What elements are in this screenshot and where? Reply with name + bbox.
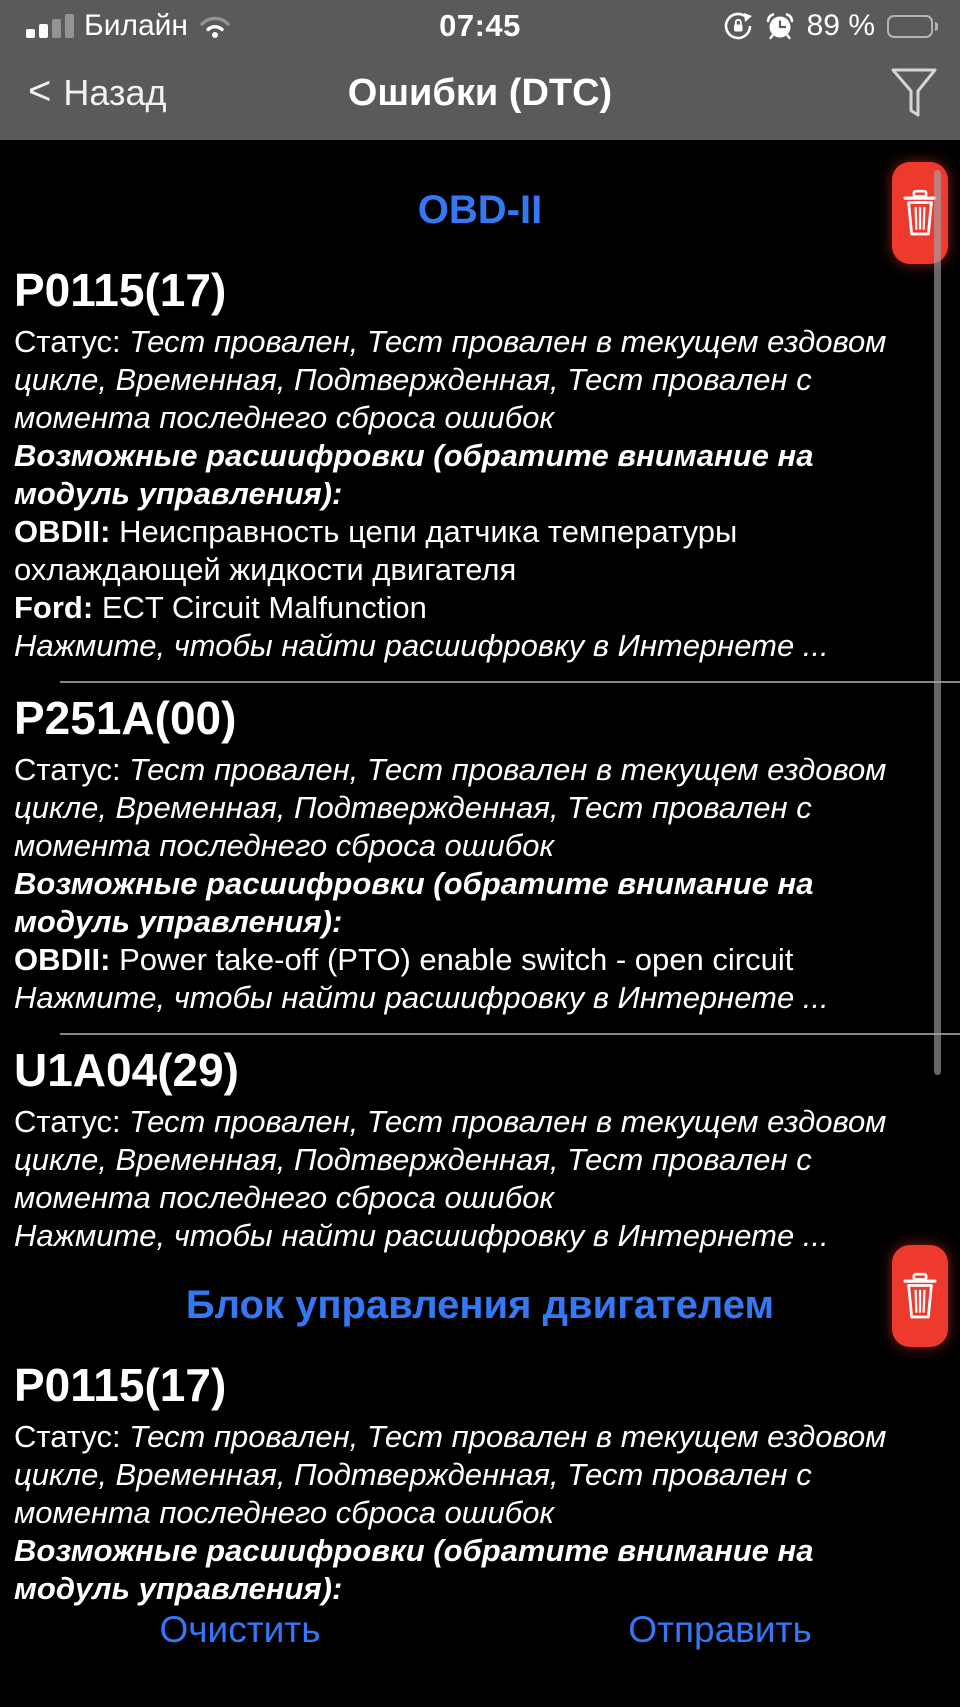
page-title: Ошибки (DTC) bbox=[347, 71, 613, 114]
trash-icon bbox=[899, 1270, 941, 1322]
rotation-lock-icon bbox=[723, 11, 753, 41]
footer-toolbar bbox=[0, 1598, 960, 1662]
dtc-code: P0115(17) bbox=[14, 264, 227, 316]
decodings-header: Возможные расшифровки (обратите внимание на модуль управления): bbox=[14, 438, 814, 511]
decodings-header: Возможные расшифровки (обратите внимание на модуль управления): bbox=[14, 866, 814, 939]
entry-divider bbox=[60, 681, 960, 683]
navigation-bar bbox=[0, 46, 960, 140]
dtc-status: Статус: Тест провален, Тест провален в текущем ездовом цикле, Временная, Подтвержденная, Тест провален с момента последнего сброса ошибок bbox=[14, 1419, 887, 1530]
header bbox=[0, 0, 960, 140]
decoding-row: Ford: ECT Circuit Malfunction bbox=[14, 590, 427, 625]
clock-label: 07:45 bbox=[439, 8, 521, 43]
dtc-code: P0115(17) bbox=[14, 1359, 227, 1411]
dtc-entry[interactable] bbox=[0, 1358, 960, 1608]
clear-button[interactable]: Очистить bbox=[0, 1598, 480, 1662]
dtc-status: Статус: Тест провален, Тест провален в текущем ездовом цикле, Временная, Подтвержденная, Тест провален с момента последнего сброса ошибок bbox=[14, 752, 887, 863]
filter-icon bbox=[888, 65, 940, 121]
filter-button[interactable] bbox=[888, 65, 940, 121]
dtc-list bbox=[0, 140, 960, 1608]
back-label: Назад bbox=[63, 72, 167, 113]
entry-divider bbox=[60, 1033, 960, 1035]
section-engine-ecu bbox=[0, 1255, 960, 1608]
dtc-entry[interactable] bbox=[0, 1043, 960, 1255]
cellular-signal-icon bbox=[26, 14, 74, 38]
back-chevron-icon: < bbox=[28, 68, 52, 113]
section-title: OBD-II bbox=[417, 188, 543, 232]
scrollbar[interactable] bbox=[934, 170, 941, 1075]
dtc-entry[interactable] bbox=[0, 263, 960, 665]
section-obd2 bbox=[0, 140, 960, 1255]
send-button[interactable]: Отправить bbox=[480, 1598, 960, 1662]
decoding-row: OBDII: Неисправность цепи датчика температуры охлаждающей жидкости двигателя bbox=[14, 514, 738, 587]
dtc-entry[interactable] bbox=[0, 691, 960, 1017]
battery-percent-label: 89 % bbox=[806, 9, 875, 42]
search-online-hint[interactable]: Нажмите, чтобы найти расшифровку в Интернете ... bbox=[14, 628, 829, 663]
dtc-code: P251A(00) bbox=[14, 692, 237, 744]
section-title: Блок управления двигателем bbox=[185, 1283, 775, 1327]
dtc-code: U1A04(29) bbox=[14, 1044, 239, 1096]
search-online-hint[interactable]: Нажмите, чтобы найти расшифровку в Интернете ... bbox=[14, 980, 829, 1015]
back-button[interactable] bbox=[28, 68, 167, 116]
battery-icon bbox=[887, 15, 938, 38]
decodings-header: Возможные расшифровки (обратите внимание на модуль управления): bbox=[14, 1533, 814, 1606]
dtc-status: Статус: Тест провален, Тест провален в текущем ездовом цикле, Временная, Подтвержденная, Тест провален с момента последнего сброса ошибок bbox=[14, 324, 887, 435]
status-bar bbox=[0, 0, 960, 46]
search-online-hint[interactable]: Нажмите, чтобы найти расшифровку в Интернете ... bbox=[14, 1218, 829, 1253]
delete-section-button[interactable] bbox=[892, 1245, 948, 1347]
dtc-status: Статус: Тест провален, Тест провален в текущем ездовом цикле, Временная, Подтвержденная, Тест провален с момента последнего сброса ошибок bbox=[14, 1104, 887, 1215]
decoding-row: OBDII: Power take-off (PTO) enable switch - open circuit bbox=[14, 942, 794, 977]
alarm-icon bbox=[765, 11, 795, 41]
carrier-label: Билайн bbox=[84, 9, 188, 42]
wifi-icon bbox=[198, 13, 232, 39]
